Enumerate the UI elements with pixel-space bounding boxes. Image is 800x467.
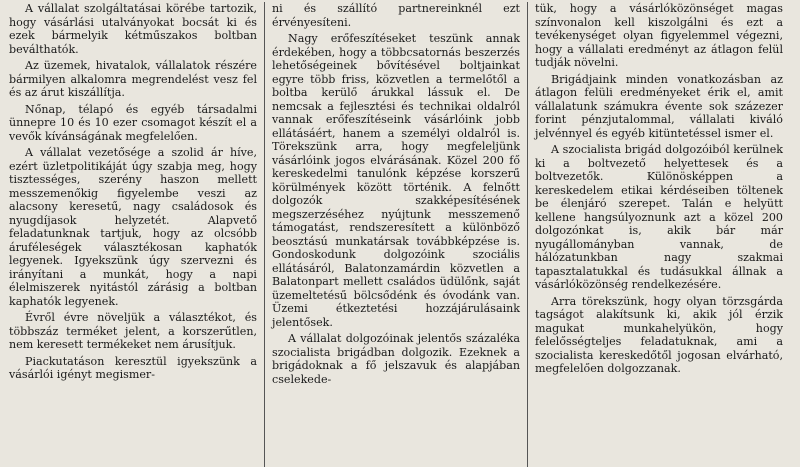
- column-divider: [527, 2, 528, 467]
- paragraph: Arra törekszünk, hogy olyan törzsgárda tagságot alakítsunk ki, akik jól érzik magukat munkahelyükön, hogy felelősségteljes feladatuknak, ami a szocialista kereskedőtől jogosan elvárható, megfelelően dolgozzanak.: [535, 294, 783, 375]
- paragraph: Nagy erőfeszítéseket teszünk annak érdekében, hogy a többcsatornás beszerzés lehetőségeinek bővítésével boltjainkat egyre több friss, közvetlen a termelőtől a boltba kerülő árukkal lássuk el. De nemcsak a fejlesztési és technikai oldalról vannak erőfeszítéseink vásárlóink jobb ellátásáért, hanem a személyi oldalról is. Törekszünk arra, hogy megfeleljünk vásárlóink jogos elvárásának. Közel 200 fő kereskedelmi tanulónk képzése korszerű körülmények között történik. A felnőtt dolgozók szakképesítésének megszerzéséhez nyújtunk messzemenő támogatást, rendszeresített a különböző beosztású munkatársak továbbképzése is. Gondoskodunk dolgozóink szociális ellátásáról, Balatonzamárdin közvetlen a Balatonpart mellett családos üdülőnk, saját üzemeltetésű bölcsődénk és óvodánk van. Üzemi étkeztetési hozzájárulásaink jelentősek.: [272, 32, 520, 329]
- text-column-3: [530, 2, 788, 467]
- paragraph: A szocialista brigád dolgozóiból kerülnek ki a boltvezető helyettesek és a boltvezetők. Különösképpen a kereskedelem etikai kérdéseiben töltenek be élenjáró szerepet. Talán e helyütt kellene hangsúlyoznunk azt a közel 200 dolgozónkat is, akik bár már nyugállományban vannak, de hálózatunkban nagy szakmai tapasztalatukkal és tudásukkal állnak a vásárlóközönség rendelkezésére.: [535, 143, 783, 291]
- paragraph: Évről évre növeljük a választékot, és többszáz terméket jelent, a korszerűtlen, nem keresett termékeket nem árusítjuk.: [9, 311, 257, 351]
- paragraph: A vállalat szolgáltatásai körébe tartozik, hogy vásárlási utalványokat bocsát ki és ezek bármelyik kétműszakos boltban beválthatók.: [9, 2, 257, 56]
- paragraph: ni és szállító partnereinknél ezt érvényesíteni.: [272, 2, 520, 29]
- text-column-1: [4, 2, 262, 467]
- paragraph: tük, hogy a vásárlóközönséget magas színvonalon kell kiszolgálni és ezt a tevékenységet olyan figyelemmel végezni, hogy a vállalati eredményt az átlagon felül tudják növelni.: [535, 2, 783, 69]
- column-divider: [264, 2, 265, 467]
- paragraph: Brigádjaink minden vonatkozásban az átlagon felüli eredményeket érik el, amit vállalatunk számukra évente sok százezer forint pénzjutalommal, vállalati kiváló jelvénnyel és egyéb kitüntetéssel ismer el.: [535, 72, 783, 140]
- paragraph: Nőnap, télapó és egyéb társadalmi ünnepre 10 és 10 ezer csomagot készít el a vevők kívánságának megfelelően.: [9, 102, 257, 143]
- paragraph: A vállalat dolgozóinak jelentős százaléka szocialista brigádban dolgozik. Ezeknek a brigádoknak a fő jelszavuk és alapjában cselekede-: [272, 332, 520, 386]
- text-column-2: [267, 2, 525, 467]
- paragraph: Az üzemek, hivatalok, vállalatok részére bármilyen alkalomra megrendelést vesz fel és az árut kiszállítja.: [9, 59, 257, 99]
- paragraph: A vállalat vezetősége a szolid ár híve, ezért üzletpolitikáját úgy szabja meg, hogy tisztességes, szerény haszon mellett messzemenőkig figyelembe veszi az alacsony keresetű, nagy családosok és nyugdíjasok helyzetét. Alapvető feladatunknak tartjuk, hogy az olcsóbb áruféleségek választékosan kaphatók legyenek. Igyekszünk úgy szervezni és irányítani a munkát, hogy a napi élelmiszerek nyitástól zárásig a boltban kaphatók legyenek.: [9, 146, 257, 308]
- paragraph: Piackutatáson keresztül igyekszünk a vásárlói igényt megismer-: [9, 354, 257, 381]
